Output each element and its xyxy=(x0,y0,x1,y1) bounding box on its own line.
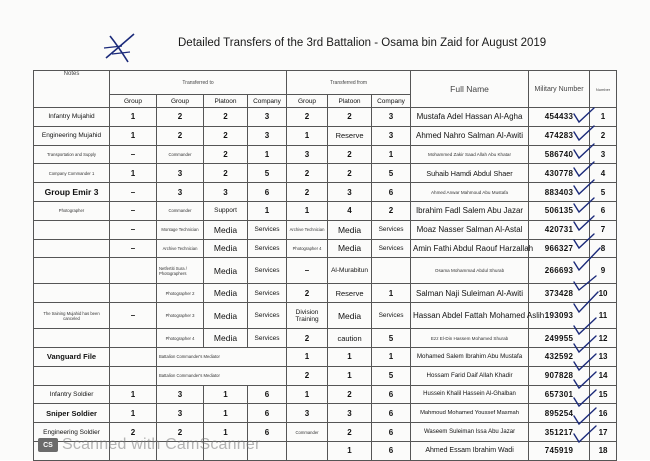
row-from-platoon: Media xyxy=(328,220,372,239)
row-to-company: 3 xyxy=(248,108,287,127)
row-from-platoon: Al-Murabitun xyxy=(328,258,372,284)
row-to-company: 5 xyxy=(248,164,287,183)
row-to-platoon: Media xyxy=(204,303,248,329)
row-to-company: Services xyxy=(248,258,287,284)
row-number: 8 xyxy=(590,239,617,258)
row-number: 18 xyxy=(590,441,617,460)
row-from-platoon: 2 xyxy=(328,145,372,164)
row-from-company: 5 xyxy=(372,366,411,385)
row-from-platoon: caution xyxy=(328,329,372,348)
row-from-company xyxy=(372,258,411,284)
row-from-group: 2 xyxy=(287,108,328,127)
row-notes: Infantry Soldier xyxy=(34,385,110,404)
row-notes xyxy=(34,220,110,239)
row-to-company: 6 xyxy=(248,183,287,202)
row-to-group-2: 3 xyxy=(157,404,204,423)
row-notes: Transportation and Supply xyxy=(34,145,110,164)
row-full-name: Mohamed Salem Ibrahim Abu Mustafa xyxy=(411,347,529,366)
row-full-name: Hussein Khalil Hassein Al-Ghalban xyxy=(411,385,529,404)
table-row xyxy=(34,239,617,258)
row-number: 3 xyxy=(590,145,617,164)
row-to-group: – xyxy=(110,239,157,258)
row-number: 2 xyxy=(590,126,617,145)
row-number: 10 xyxy=(590,284,617,303)
row-military-number: 895254 xyxy=(529,404,590,423)
row-to-platoon: Media xyxy=(204,220,248,239)
table-row xyxy=(34,164,617,183)
row-from-group: Division Training xyxy=(287,303,328,329)
row-full-name: Ahmed Anwar Mahmoud Abu Mustafa xyxy=(411,183,529,202)
row-from-company: 6 xyxy=(372,423,411,442)
row-military-number: 586740 xyxy=(529,145,590,164)
row-military-number: 907828 xyxy=(529,366,590,385)
row-from-company: Services xyxy=(372,220,411,239)
table-row xyxy=(34,201,617,220)
row-to-platoon: 1 xyxy=(204,404,248,423)
row-military-number: 351217 xyxy=(529,423,590,442)
header-to-platoon: Platoon xyxy=(204,95,248,108)
row-to-group-2: Photographer 3 xyxy=(157,303,204,329)
row-to-platoon: Media xyxy=(204,329,248,348)
row-military-number: 373428 xyxy=(529,284,590,303)
row-military-number: 966327 xyxy=(529,239,590,258)
row-to-group: – xyxy=(110,201,157,220)
row-number: 17 xyxy=(590,423,617,442)
row-to-group-2: Netfertiti Sura / Photographers xyxy=(157,258,204,284)
row-from-platoon: 1 xyxy=(328,347,372,366)
row-to-company: 6 xyxy=(248,404,287,423)
row-from-group: 2 xyxy=(287,164,328,183)
header-to-group: Group xyxy=(110,95,157,108)
row-notes: Company Commander 1 xyxy=(34,164,110,183)
row-full-name: Hassan Abdel Fattah Mohamed Aslih xyxy=(411,303,529,329)
row-to-platoon: 2 xyxy=(204,126,248,145)
row-number: 14 xyxy=(590,366,617,385)
row-military-number: 883403 xyxy=(529,183,590,202)
row-from-company: 1 xyxy=(372,284,411,303)
row-from-group: 2 xyxy=(287,366,328,385)
row-from-platoon: 2 xyxy=(328,385,372,404)
row-from-group: – xyxy=(287,258,328,284)
row-to-company: 1 xyxy=(248,201,287,220)
row-notes xyxy=(34,239,110,258)
row-full-name: Mahmoud Mohamed Youssef Masmah xyxy=(411,404,529,423)
table-row xyxy=(34,284,617,303)
row-full-name: Osama Mohammad Abdul Shurab xyxy=(411,258,529,284)
document-title: Detailed Transfers of the 3rd Battalion - Osama bin Zaid for August 2019 xyxy=(178,37,547,49)
row-from-platoon: 2 xyxy=(328,108,372,127)
row-to-group-2: 2 xyxy=(157,108,204,127)
row-full-name: Ibrahim Fadl Salem Abu Jazar xyxy=(411,201,529,220)
row-number: 5 xyxy=(590,183,617,202)
row-notes: Infantry Mujahid xyxy=(34,108,110,127)
row-to-group xyxy=(110,258,157,284)
row-to-company: 6 xyxy=(248,385,287,404)
handwritten-scribble-icon xyxy=(100,28,140,68)
row-number: 15 xyxy=(590,385,617,404)
header-to-group-2: Group xyxy=(157,95,204,108)
row-number: 12 xyxy=(590,329,617,348)
header-from-company: Company xyxy=(372,95,411,108)
row-from-group: 1 xyxy=(287,201,328,220)
row-to-group: 1 xyxy=(110,385,157,404)
row-to-group-2: 3 xyxy=(157,164,204,183)
row-full-name: Ahmed Essam Ibrahim Wadi xyxy=(411,441,529,460)
row-military-number: 193093 xyxy=(529,303,590,329)
row-full-name: Waseem Suleiman Issa Abu Jazar xyxy=(411,423,529,442)
row-from-company: 6 xyxy=(372,183,411,202)
header-row-1 xyxy=(34,71,617,95)
camscanner-watermark xyxy=(38,436,260,454)
row-military-number: 430778 xyxy=(529,164,590,183)
row-notes: Group Emir 3 xyxy=(34,183,110,202)
table-row xyxy=(34,220,617,239)
row-to-group-2: 3 xyxy=(157,183,204,202)
row-from-platoon: Reserve xyxy=(328,126,372,145)
table-row xyxy=(34,404,617,423)
row-to-group-2: 2 xyxy=(157,126,204,145)
row-from-platoon: 1 xyxy=(328,441,372,460)
row-to-group: 1 xyxy=(110,126,157,145)
row-notes: Sniper Soldier xyxy=(34,404,110,423)
row-full-name: Moaz Nasser Salman Al-Astal xyxy=(411,220,529,239)
row-to-group: – xyxy=(110,303,157,329)
row-from-platoon: 1 xyxy=(328,366,372,385)
row-notes xyxy=(34,284,110,303)
row-to-group: 1 xyxy=(110,108,157,127)
row-from-group: Photographer 4 xyxy=(287,239,328,258)
row-from-group: Archive Technician xyxy=(287,220,328,239)
row-notes xyxy=(34,366,110,385)
row-notes: Vanguard File xyxy=(34,347,110,366)
row-to-platoon: 1 xyxy=(204,385,248,404)
row-military-number: 657301 xyxy=(529,385,590,404)
row-from-company: 3 xyxy=(372,126,411,145)
table-row xyxy=(34,347,617,366)
row-full-name: Suhaib Hamdi Abdul Shaer xyxy=(411,164,529,183)
row-notes xyxy=(34,258,110,284)
header-from-platoon: Platoon xyxy=(328,95,372,108)
row-to-platoon: 2 xyxy=(204,145,248,164)
row-to-group xyxy=(110,329,157,348)
row-from-platoon: Media xyxy=(328,303,372,329)
row-to-platoon: Media xyxy=(204,239,248,258)
row-from-group: 1 xyxy=(287,126,328,145)
row-to-group xyxy=(110,366,157,385)
row-to-company: Services xyxy=(248,284,287,303)
row-number: 1 xyxy=(590,108,617,127)
row-from-platoon: 4 xyxy=(328,201,372,220)
row-to-group: – xyxy=(110,145,157,164)
row-full-name: Mohammed Zakir Saad Allah Abu Khatar xyxy=(411,145,529,164)
table-row xyxy=(34,329,617,348)
row-to-group: 2 xyxy=(110,423,157,442)
row-to-platoon: Support xyxy=(204,201,248,220)
row-number: 13 xyxy=(590,347,617,366)
table-row xyxy=(34,108,617,127)
header-notes: Notes xyxy=(34,71,110,108)
table-row xyxy=(34,126,617,145)
table-row xyxy=(34,303,617,329)
row-notes: Engineering Soldier xyxy=(34,423,110,442)
row-to-company: Services xyxy=(248,303,287,329)
row-from-group: 2 xyxy=(287,183,328,202)
row-to-platoon: Media xyxy=(204,258,248,284)
row-to-group-2: Montage Technician xyxy=(157,220,204,239)
row-to-company: Services xyxy=(248,329,287,348)
header-number: Number xyxy=(590,71,617,108)
row-number: 16 xyxy=(590,404,617,423)
row-from-company: 5 xyxy=(372,164,411,183)
row-from-company: 3 xyxy=(372,108,411,127)
row-to-group xyxy=(110,347,157,366)
row-military-number: 745919 xyxy=(529,441,590,460)
row-from-company: 6 xyxy=(372,404,411,423)
row-from-group: 3 xyxy=(287,145,328,164)
row-full-name: Amin Fathi Abdul Raouf Harzallah xyxy=(411,239,529,258)
row-from-group: 1 xyxy=(287,347,328,366)
row-from-group: 3 xyxy=(287,404,328,423)
header-military-number: Military Number xyxy=(529,71,590,108)
row-notes xyxy=(34,329,110,348)
row-to-group: – xyxy=(110,183,157,202)
row-military-number: 454433 xyxy=(529,108,590,127)
watermark-text: Scanned with CamScanner xyxy=(62,436,261,453)
row-full-name: Ahmed Nahro Salman Al-Awiti xyxy=(411,126,529,145)
row-notes: Photographer xyxy=(34,201,110,220)
row-to-platoon: 3 xyxy=(204,183,248,202)
row-from-platoon: 2 xyxy=(328,423,372,442)
row-military-number: 432592 xyxy=(529,347,590,366)
row-full-name: Salman Naji Suleiman Al-Awiti xyxy=(411,284,529,303)
row-full-name: Ezz El-Din Hassem Mohamed Shurab xyxy=(411,329,529,348)
row-from-group xyxy=(287,441,328,460)
header-from-group: Group xyxy=(287,95,328,108)
row-to-company: 6 xyxy=(248,423,287,442)
table-row xyxy=(34,258,617,284)
row-to-group-2: Battalion Commander's Mediator xyxy=(157,366,287,385)
row-from-company: 5 xyxy=(372,329,411,348)
row-from-platoon: 3 xyxy=(328,183,372,202)
row-to-group: 1 xyxy=(110,404,157,423)
table-row xyxy=(34,145,617,164)
row-from-company: 2 xyxy=(372,201,411,220)
header-transferred-from: Transferred from xyxy=(287,71,411,95)
header-to-company: Company xyxy=(248,95,287,108)
row-to-group-2: 2 xyxy=(157,423,204,442)
row-to-group-2: Commander xyxy=(157,145,204,164)
camscanner-logo-icon: CS xyxy=(38,438,58,452)
row-from-platoon: 2 xyxy=(328,164,372,183)
row-to-group-2: 3 xyxy=(157,385,204,404)
row-to-group-2: Commander xyxy=(157,201,204,220)
row-from-company: Services xyxy=(372,303,411,329)
header-transferred-to: Transferred to xyxy=(110,71,287,95)
row-from-company: 1 xyxy=(372,145,411,164)
row-military-number: 266693 xyxy=(529,258,590,284)
row-number: 11 xyxy=(590,303,617,329)
row-to-platoon: 2 xyxy=(204,164,248,183)
row-to-company: 1 xyxy=(248,145,287,164)
row-military-number: 249955 xyxy=(529,329,590,348)
table-row xyxy=(34,385,617,404)
header-full-name: Full Name xyxy=(411,71,529,108)
row-from-group: 2 xyxy=(287,284,328,303)
row-from-group: 2 xyxy=(287,329,328,348)
row-full-name: Hossam Farid Daif Allah Khadir xyxy=(411,366,529,385)
transfers-table xyxy=(33,70,617,461)
row-from-company: 6 xyxy=(372,441,411,460)
row-to-company: Services xyxy=(248,220,287,239)
row-to-group-2: Photographer 2 xyxy=(157,284,204,303)
row-to-group-2: Archive Technician xyxy=(157,239,204,258)
row-from-platoon: Reserve xyxy=(328,284,372,303)
row-to-group-2: Battalion Commander's Mediator xyxy=(157,347,287,366)
row-to-platoon: 1 xyxy=(204,423,248,442)
table-row xyxy=(34,183,617,202)
row-from-company: 1 xyxy=(372,347,411,366)
row-number: 4 xyxy=(590,164,617,183)
row-from-company: Services xyxy=(372,239,411,258)
row-full-name: Mustafa Adel Hassan Al-Agha xyxy=(411,108,529,127)
row-from-platoon: 3 xyxy=(328,404,372,423)
row-military-number: 420731 xyxy=(529,220,590,239)
row-military-number: 474283 xyxy=(529,126,590,145)
row-to-group: – xyxy=(110,220,157,239)
table-row xyxy=(34,366,617,385)
row-number: 6 xyxy=(590,201,617,220)
row-to-company: 3 xyxy=(248,126,287,145)
row-to-platoon: Media xyxy=(204,284,248,303)
row-to-group: 1 xyxy=(110,164,157,183)
row-military-number: 506135 xyxy=(529,201,590,220)
row-notes: The training Mujahid has been canceled xyxy=(34,303,110,329)
row-to-group-2: Photographer 4 xyxy=(157,329,204,348)
row-from-platoon: Media xyxy=(328,239,372,258)
row-from-group: Commander xyxy=(287,423,328,442)
row-notes: Engineering Mujahid xyxy=(34,126,110,145)
row-number: 9 xyxy=(590,258,617,284)
row-from-group: 1 xyxy=(287,385,328,404)
row-from-company: 6 xyxy=(372,385,411,404)
row-to-company: Services xyxy=(248,239,287,258)
row-to-group xyxy=(110,284,157,303)
row-number: 7 xyxy=(590,220,617,239)
row-to-platoon: 2 xyxy=(204,108,248,127)
